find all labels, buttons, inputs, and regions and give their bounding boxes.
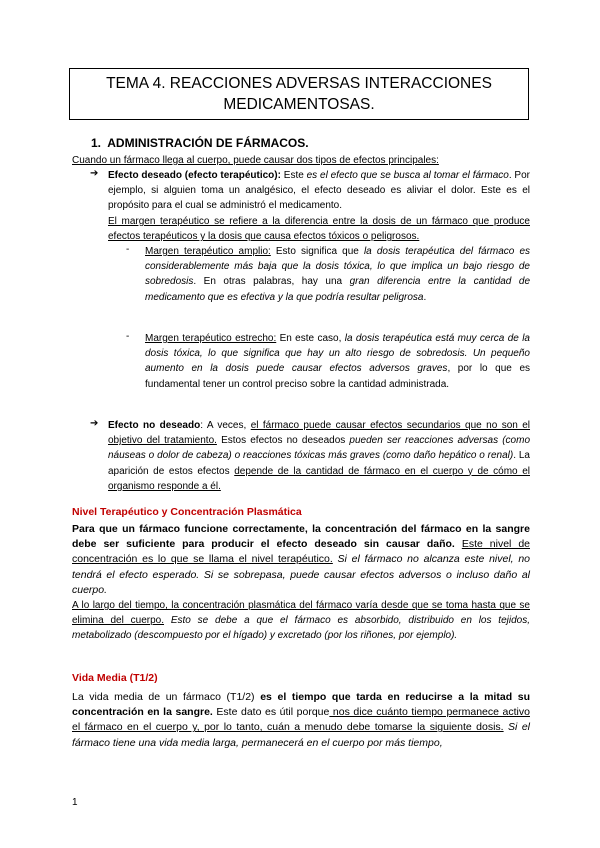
therapeutic-margin-definition: El margen terapéutico se refiere a la diferencia entre la dosis de un fármaco que produce efectos terapéuticos y la dosis que causa efectos tóxicos o peligrosos. xyxy=(108,216,530,243)
page-title-line1: TEMA 4. REACCIONES ADVERSAS INTERACCIONES xyxy=(106,75,492,92)
wide-margin-paragraph xyxy=(145,244,530,305)
undesired-effect-label: Efecto no deseado xyxy=(108,420,201,431)
text: Si el fármaco no alcanza este nivel, no tendrá el efecto esperado. Si se sobrepasa, puede causar efectos adversos o incluso daño al cuerpo. xyxy=(72,553,530,596)
text: Este xyxy=(280,170,307,181)
half-life-paragraph xyxy=(72,690,530,751)
text: la dosis terapéutica del fármaco es considerablemente más baja que la dosis tóxica, lo que implica un bajo riesgo de sobredosis xyxy=(145,246,530,288)
page-number: 1 xyxy=(72,797,78,808)
text: . xyxy=(423,291,427,303)
title-box xyxy=(69,68,529,120)
dash-bullet: - xyxy=(126,244,130,255)
section1-title: ADMINISTRACIÓN DE FÁRMACOS. xyxy=(107,136,309,150)
text: La vida media de un fármaco (T1/2) xyxy=(72,691,261,703)
narrow-margin-label: Margen terapéutico estrecho: xyxy=(145,333,277,344)
text: . Por ejemplo, si alguien toma un analgésico, el efecto deseado es aliviar el dolor. Este es el propósito para el cual se administró el medicamento. xyxy=(108,170,530,212)
section2-heading: Nivel Terapéutico y Concentración Plasmática xyxy=(72,506,302,518)
section3-heading: Vida Media (T1/2) xyxy=(72,672,158,684)
text: , por lo que es fundamental tener un control preciso sobre la cantidad administrada. xyxy=(145,363,530,390)
text xyxy=(455,538,462,550)
text: A lo largo del tiempo, la concentración plasmática del fármaco varía desde que se toma hasta que se elimina del cuerpo. xyxy=(72,600,530,627)
arrow-bullet-icon: ➔ xyxy=(90,418,99,429)
text: . La aparición de estos efectos xyxy=(108,450,530,477)
text: la dosis terapéutica está muy cerca de la dosis tóxica, lo que significa que hay un alto riesgo de sobredosis. Un pequeño aumento en la dosis puede causar efectos adversos graves xyxy=(145,333,530,375)
section1-heading xyxy=(91,136,309,150)
text: Estos efectos no deseados xyxy=(216,435,350,447)
dash-bullet: - xyxy=(126,331,130,342)
wide-margin-label: Margen terapéutico amplio: xyxy=(145,246,271,257)
section1-number: 1. xyxy=(91,136,102,150)
text: nos dice cuánto tiempo permanece activo el fármaco en el cuerpo y, por lo tanto, cuán a menudo debe tomarse la siguiente dosis. xyxy=(72,706,530,734)
desired-effect-label: Efecto deseado (efecto terapéutico): xyxy=(108,170,281,181)
text: Esto significa que xyxy=(270,246,364,257)
text: gran diferencia entre la cantidad de medicamento que es efectiva y la que podría resultar peligrosa xyxy=(145,276,531,303)
therapeutic-level-paragraph xyxy=(72,522,530,598)
text: . En otras palabras, hay una xyxy=(193,276,350,288)
text: Este nivel de concentración es lo que se llama el nivel terapéutico. xyxy=(72,538,530,566)
text: depende de la cantidad de fármaco en el cuerpo y de cómo el organismo responde a él. xyxy=(108,465,530,492)
text: Esto se debe a que el fármaco es absorbido, distribuido en los tejidos, metabolizado (descompuesto por el hígado) y excretado (por los riñones, por ejemplo). xyxy=(72,615,530,642)
text: Si el fármaco tiene una vida media larga, permanecerá en el cuerpo por más tiempo, xyxy=(72,721,531,749)
arrow-bullet-icon: ➔ xyxy=(90,168,99,179)
text: Para que un fármaco funcione correctamente, la concentración del fármaco en la sangre debe ser suficiente para producir el efecto deseado sin causar daño. xyxy=(72,523,530,551)
text: Este dato es útil porque xyxy=(212,706,330,719)
desired-effect-paragraph xyxy=(108,168,530,214)
section1-intro: Cuando un fármaco llega al cuerpo, puede causar dos tipos de efectos principales: xyxy=(72,155,439,166)
text: En este caso, xyxy=(276,333,345,344)
undesired-effect-paragraph xyxy=(108,418,530,494)
text: es el efecto que se busca al tomar el fármaco xyxy=(306,170,509,181)
text: el fármaco puede causar efectos secundarios que no son el objetivo del tratamiento. xyxy=(108,420,531,447)
page-title-line2: MEDICAMENTOSAS. xyxy=(223,96,375,113)
narrow-margin-paragraph xyxy=(145,331,530,392)
plasma-concentration-paragraph xyxy=(72,598,530,644)
text: : A veces, xyxy=(200,420,251,431)
text: pueden ser reacciones adversas (como náuseas o dolor de cabeza) o reacciones tóxicas más graves (como daño hepático o renal) xyxy=(108,435,531,462)
text: es el tiempo que tarda en reducirse a la mitad su concentración en la sangre. xyxy=(72,691,530,719)
